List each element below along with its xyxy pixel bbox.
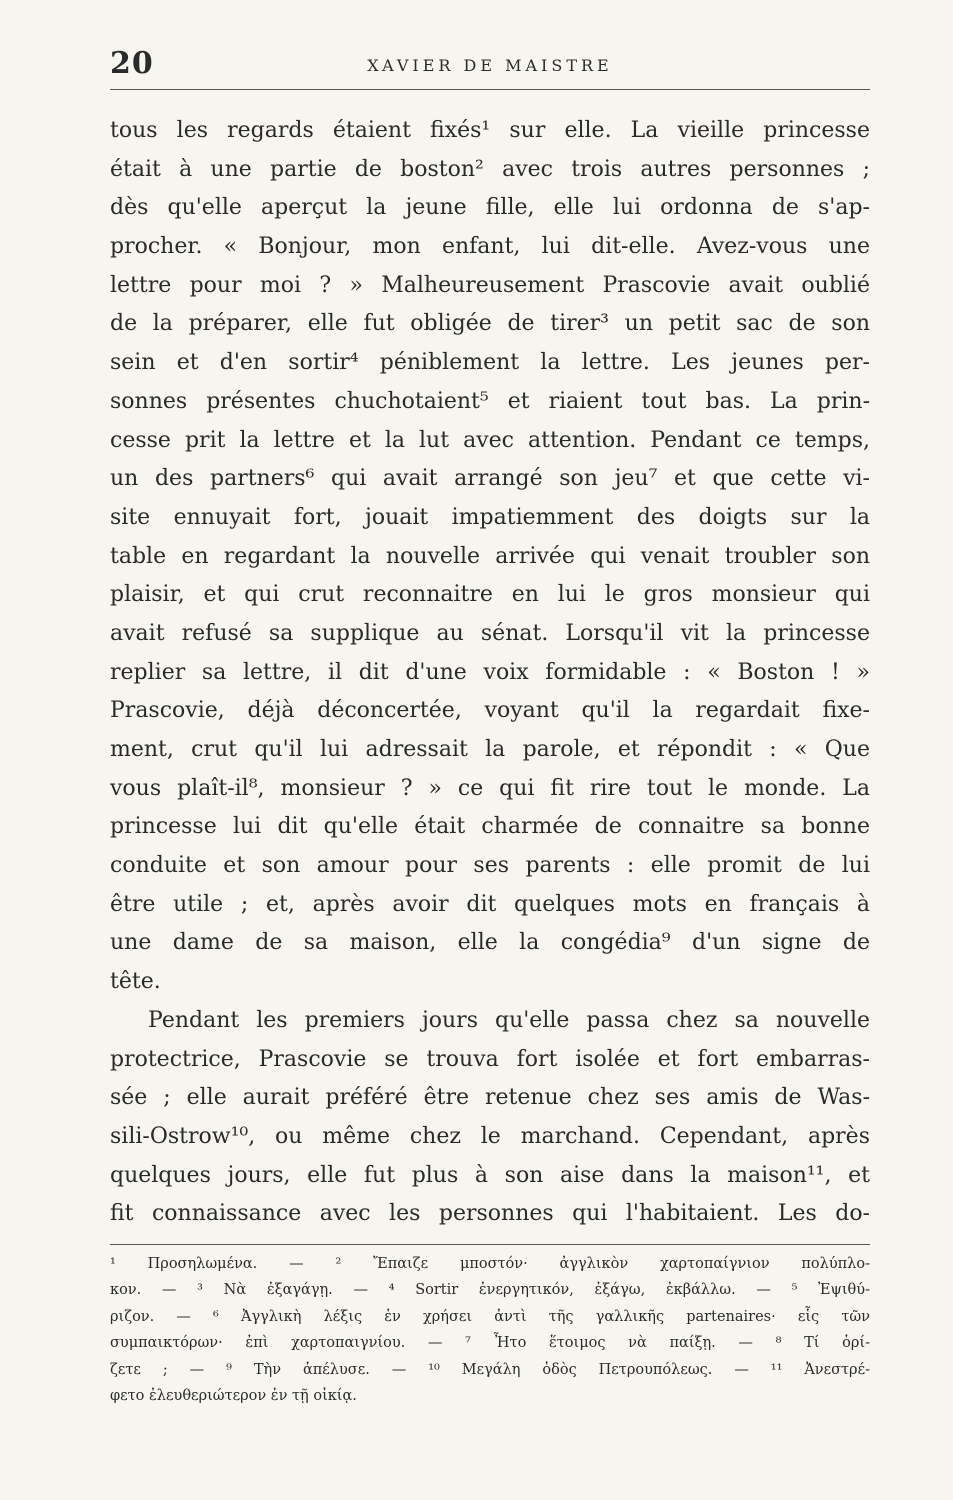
text-line: cesse prit la lettre et la lut avec attention. Pendant ce temps, — [110, 427, 870, 453]
text-line: vous plaît-il⁸, monsieur ? » ce qui fit rire tout le monde. La — [110, 775, 870, 801]
footnote-line: συμπαικτόρων· ἐπὶ χαρτοπαιγνίου. — ⁷ Ἦτο ἕτοιμος νὰ παίξῃ. — ⁸ Τί ὁρί- — [110, 1335, 870, 1352]
text-line: tête. — [110, 969, 161, 995]
text-line: ment, crut qu'il lui adressait la parole, et répondit : « Que — [110, 737, 870, 762]
text-line: de la préparer, elle fut obligée de tirer³ un petit sac de son — [110, 311, 870, 337]
footnote-rule — [110, 1244, 870, 1245]
text-line: protectrice, Prascovie se trouva fort isolée et fort embarras- — [110, 1046, 870, 1072]
text-line: un des partners⁶ qui avait arrangé son jeu⁷ et que cette vi- — [110, 466, 870, 492]
footnote-line: ¹ Προσηλωμένα. — ² Ἔπαιζε μποστόν· ἀγγλικὸν χαρτοπαίγνιον πολύπλο- — [110, 1256, 870, 1272]
header-rule — [110, 89, 870, 90]
text-line: procher. « Bonjour, mon enfant, lui dit-elle. Avez-vous une — [110, 234, 870, 260]
text-line: Prascovie, déjà déconcertée, voyant qu'il la regardait fixe- — [110, 698, 870, 724]
text-line: une dame de sa maison, elle la congédia⁹ d'un signe de — [110, 930, 870, 956]
text-line: plaisir, et qui crut reconnaitre en lui le gros monsieur qui — [110, 582, 870, 608]
text-line: table en regardant la nouvelle arrivée qui venait troubler son — [110, 543, 870, 569]
text-line: sonnes présentes chuchotaient⁵ et riaient tout bas. La prin- — [110, 388, 870, 414]
text-line: tous les regards étaient fixés¹ sur elle. La vieille princesse — [110, 118, 870, 143]
footnotes — [110, 1251, 870, 1409]
text-line: avait refusé sa supplique au sénat. Lorsqu'il vit la princesse — [110, 620, 870, 646]
page-header — [110, 46, 870, 86]
text-line: conduite et son amour pour ses parents : elle promit de lui — [110, 853, 870, 879]
text-line: sein et d'en sortir⁴ péniblement la lettre. Les jeunes per- — [110, 350, 870, 376]
paragraph-start-line: Pendant les premiers jours qu'elle passa chez sa nouvelle — [148, 1007, 870, 1033]
footnote-line: φετο ἐλευθεριώτερον ἐν τῇ οἰκίᾳ. — [110, 1387, 357, 1404]
page-number: 20 — [110, 46, 154, 81]
text-line: replier sa lettre, il dit d'une voix formidable : « Boston ! » — [110, 659, 870, 685]
text-line: être utile ; et, après avoir dit quelques mots en français à — [110, 891, 870, 917]
text-line: quelques jours, elle fut plus à son aise dans la maison¹¹, et — [110, 1162, 870, 1188]
text-line: site ennuyait fort, jouait impatiemment des doigts sur la — [110, 504, 870, 530]
text-line: lettre pour moi ? » Malheureusement Prascovie avait oublié — [110, 272, 870, 298]
text-line: sili-Ostrow¹⁰, ou même chez le marchand. Cependant, après — [110, 1123, 870, 1149]
footnote-line: ζετε ; — ⁹ Τὴν ἀπέλυσε. — ¹⁰ Μεγάλη ὁδὸς Πετρουπόλεως. — ¹¹ Ἀνεστρέ- — [110, 1361, 870, 1378]
text-line: dès qu'elle aperçut la jeune fille, elle lui ordonna de s'ap- — [110, 195, 870, 221]
text-line: fit connaissance avec les personnes qui l'habitaient. Les do- — [110, 1201, 870, 1227]
body-text — [110, 112, 870, 1234]
footnote-line: κον. — ³ Νὰ ἐξαγάγῃ. — ⁴ Sortir ἐνεργητικόν, ἐξάγω, ἐκβάλλω. — ⁵ Ἐψιθύ- — [110, 1282, 870, 1299]
text-line: princesse lui dit qu'elle était charmée de connaitre sa bonne — [110, 814, 870, 840]
text-line: était à une partie de boston² avec trois autres personnes ; — [110, 156, 870, 182]
text-line: sée ; elle aurait préféré être retenue chez ses amis de Was- — [110, 1085, 870, 1111]
footnote-line: ριζον. — ⁶ Ἀγγλικὴ λέξις ἐν χρήσει ἀντὶ τῆς γαλλικῆς partenaires· εἷς τῶν — [110, 1308, 870, 1325]
running-title: XAVIER DE MAISTRE — [367, 56, 613, 75]
